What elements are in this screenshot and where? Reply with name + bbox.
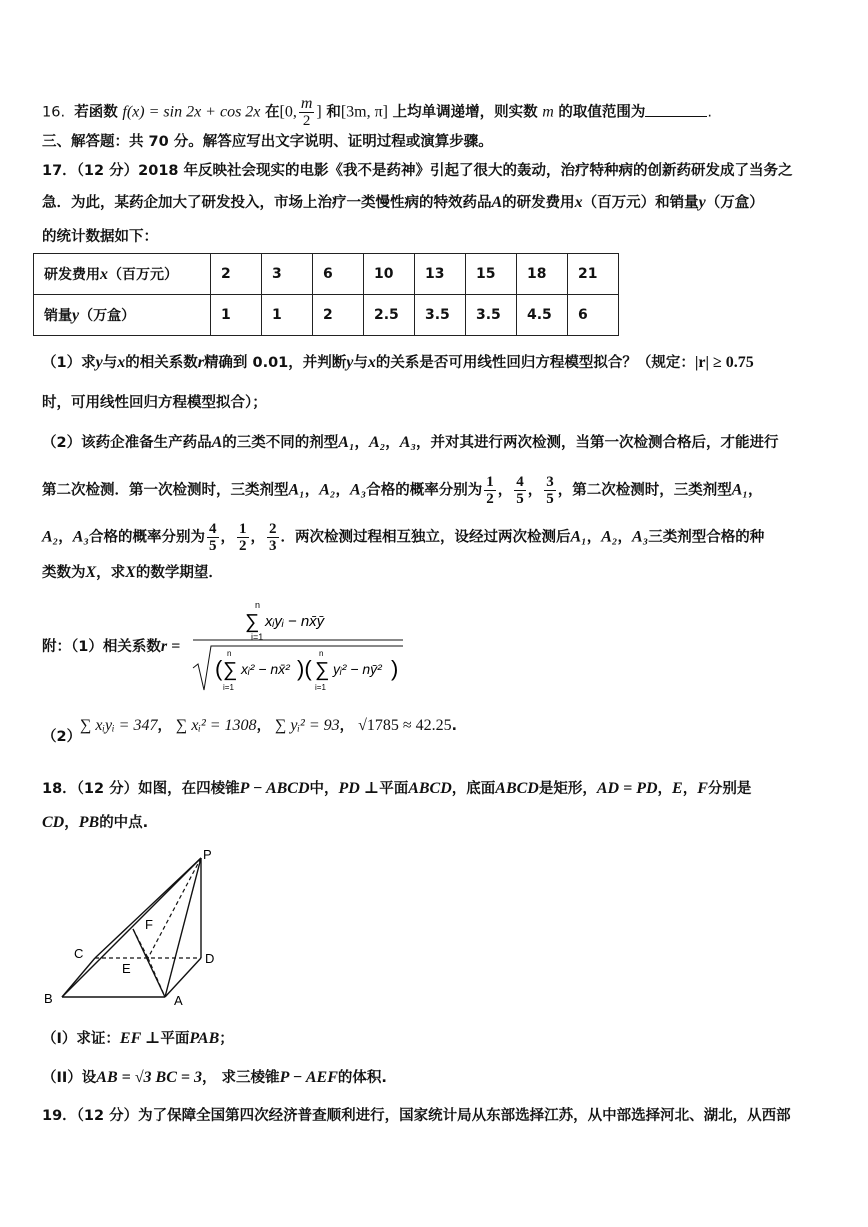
table-cell: 18: [517, 254, 568, 295]
svg-text:i=1: i=1: [223, 683, 234, 692]
vertex-label: F: [145, 917, 153, 932]
question-16: 16. 若函数 f(x) = sin 2x + cos 2x 在[0, $\frac{m}{2}$ ] 和[3m, π] 上均单调递增，则实数 m 的取值范围为 .: [42, 95, 713, 129]
svg-text:xᵢyᵢ − nx̄ȳ: xᵢyᵢ − nx̄ȳ: [265, 613, 325, 630]
row-label: 研发费用x（百万元）: [34, 254, 211, 295]
q17-part2-line2: 第二次检测．第一次检测时，三类剂型A₁，A₂，A₃合格的概率分别为 $\frac{1}{2}$ ， $\frac{4}{5}$ ， $\frac{3}{5}$ ，第二次检测时，三类剂型A₁，: [42, 474, 763, 507]
table-cell: 6: [313, 254, 364, 295]
row-label: 销量y（万盒）: [34, 295, 211, 336]
correlation-formula: [185, 598, 415, 696]
vertex-label: B: [44, 991, 53, 1006]
table-cell: 4.5: [517, 295, 568, 336]
q19-line1: 19．（12 分）为了保障全国第四次经济普查顺利进行，国家统计局从东部选择江苏，从中部选择河北、湖北，从西部: [42, 1108, 791, 1124]
table-cell: 1: [211, 295, 262, 336]
table-cell: 21: [568, 254, 619, 295]
section-heading: 三、解答题：共 70 分。解答应写出文字说明、证明过程或演算步骤。: [42, 134, 493, 150]
svg-text:n: n: [319, 649, 324, 658]
vertex-label: P: [203, 847, 212, 862]
table-cell: 10: [364, 254, 415, 295]
q17-part1: （1）求y与x的相关系数r精确到 0.01，并判断y与x的关系是否可用线性回归方程模型拟合？（规定：|r| ≥ 0.75: [42, 354, 754, 371]
table-cell: 3: [262, 254, 313, 295]
svg-text:): ): [391, 656, 399, 681]
svg-text:i=1: i=1: [315, 683, 326, 692]
q17-part2: （2）该药企准备生产药品A的三类不同的剂型A₁，A₂，A₃，并对其进行两次检测，当第一次检测合格后，才能进行: [42, 434, 779, 451]
q18-part2: （II）设AB = √3 BC = 3， 求三棱锥P − AEF的体积.: [42, 1069, 387, 1086]
q17-part1-cont: 时，可用线性回归方程模型拟合）；: [42, 395, 267, 411]
svg-text:∑: ∑: [315, 659, 330, 681]
svg-text:n: n: [227, 649, 232, 658]
table-cell: 6: [568, 295, 619, 336]
q17-line3: 的统计数据如下：: [42, 229, 158, 245]
table-row: [34, 254, 619, 295]
svg-text:n: n: [255, 600, 261, 610]
svg-text:∑: ∑: [245, 611, 260, 633]
table-cell: 1: [262, 295, 313, 336]
statistics-table: [33, 253, 619, 336]
q17-line2: 急．为此，某药企加大了研发投入，市场上治疗一类慢性病的特效药品A的研发费用x（百万元）和销量y（万盒）: [42, 194, 764, 211]
q17-line1: 17．（12 分）2018 年反映社会现实的电影《我不是药神》引起了很大的轰动，治疗特种病的创新药研发成了当务之: [42, 163, 793, 179]
q18-line2: CD，PB的中点.: [42, 814, 149, 831]
svg-text:xᵢ² − nx̄²: xᵢ² − nx̄²: [241, 661, 290, 677]
answer-blank: [645, 102, 707, 117]
table-cell: 3.5: [415, 295, 466, 336]
svg-text:(: (: [215, 656, 223, 681]
fraction-m-over-2: $\frac{m}{2}$: [300, 95, 313, 129]
table-row: [34, 295, 619, 336]
table-cell: 3.5: [466, 295, 517, 336]
svg-text:yᵢ² − nȳ²: yᵢ² − nȳ²: [333, 661, 382, 677]
svg-text:∑: ∑: [223, 659, 238, 681]
appendix-2-sums: ∑ xᵢyᵢ = 347， ∑ xᵢ² = 1308， ∑ yᵢ² = 93， √1785 ≈ 42.25.: [80, 717, 457, 734]
q17-part2-line3: A₂，A₃合格的概率分别为 $\frac{4}{5}$ ， $\frac{1}{2}$ ， $\frac{2}{3}$ ．两次检测过程相互独立，设经过两次检测后A₁，A₂，A₃三类剂型合格的种: [42, 521, 765, 554]
vertex-label: A: [174, 993, 183, 1008]
svg-text:i=1: i=1: [251, 632, 264, 642]
table-cell: 13: [415, 254, 466, 295]
svg-text:)(: )(: [297, 656, 312, 681]
q17-part2-line4: 类数为X，求X的数学期望．: [42, 564, 223, 581]
vertex-label: C: [74, 946, 84, 961]
table-cell: 15: [466, 254, 517, 295]
vertex-label: E: [122, 961, 131, 976]
appendix-label: 附：（1）相关系数r =: [42, 638, 181, 655]
q18-line1: 18．（12 分）如图，在四棱锥P − ABCD中，PD ⊥平面ABCD，底面ABCD是矩形，AD = PD，E，F分别是: [42, 780, 752, 797]
appendix-2: （2）: [42, 729, 82, 745]
table-cell: 2: [313, 295, 364, 336]
pyramid-figure: [40, 845, 230, 1010]
vertex-label: D: [205, 951, 215, 966]
q18-part1: （I）求证：EF ⊥平面PAB；: [42, 1030, 234, 1047]
table-cell: 2.5: [364, 295, 415, 336]
table-cell: 2: [211, 254, 262, 295]
